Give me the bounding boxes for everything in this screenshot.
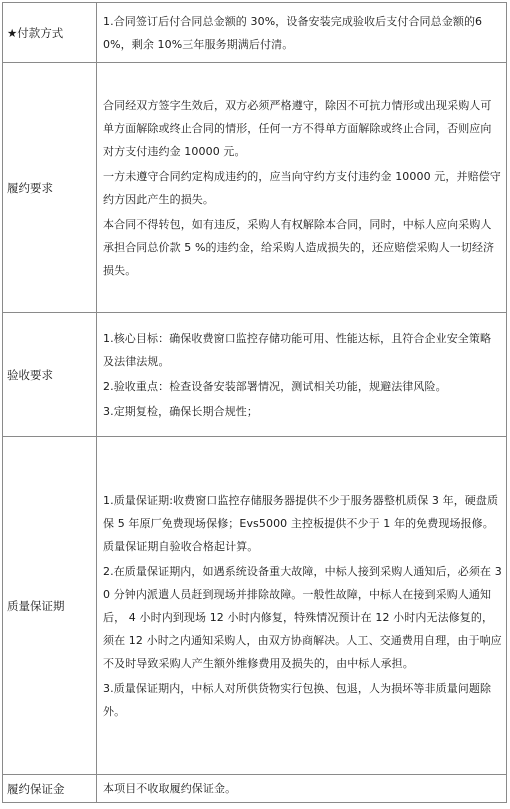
row-label-acceptance: 验收要求 — [3, 313, 97, 437]
table-row-acceptance — [3, 313, 507, 437]
warranty-paragraph-2: 2.在质量保证期内，如遇系统设备重大故障，中标人接到采购人通知后，必须在 30 分钟内派遣人员赶到现场并排除故障。一般性故障，中标人在接到采购人通知后， 4 小时内到现场 12 小时内修复，特殊情况预计在 12 小时内无法修复的，须在 12 小时之内通知采购人，由双方协商解决。人工、交通费用自理，由于响应不及时导致采购人产生额外维修费用及损失的，由中标人承担。 — [103, 564, 502, 670]
acceptance-paragraph-2: 2.验收重点：检查设备安装部署情况，测试相关功能，规避法律风险。 — [103, 379, 447, 393]
table-row-performance-bond — [3, 775, 507, 803]
table-row-warranty — [3, 437, 507, 775]
warranty-paragraph-1: 1.质量保证期:收费窗口监控存储服务器提供不少于服务器整机质保 3 年，硬盘质保 5 年原厂免费现场保修；Evs5000 主控板提供不少于 1 年的免费现场报修。质量保证期自验收合格起计算。 — [103, 493, 499, 553]
row-content-warranty — [97, 437, 507, 775]
row-content-payment — [97, 3, 507, 63]
row-content-performance — [97, 63, 507, 313]
row-label-payment: ★付款方式 — [3, 3, 97, 63]
acceptance-paragraph-1: 1.核心目标：确保收费窗口监控存储功能可用、性能达标，且符合企业安全策略及法律法规。 — [103, 331, 492, 368]
performance-paragraph-3: 本合同不得转包，如有违反，采购人有权解除本合同，同时，中标人应向采购人承担合同总价款 5 %的违约金，给采购人造成损失的，还应赔偿采购人一切经济损失。 — [103, 217, 495, 277]
table-row-performance — [3, 63, 507, 313]
performance-paragraph-2: 一方未遵守合同约定构成违约的，应当向守约方支付违约金 10000 元，并赔偿守约方因此产生的损失。 — [103, 169, 501, 206]
acceptance-paragraph-3: 3.定期复检，确保长期合规性； — [103, 404, 258, 418]
row-content-performance-bond — [97, 775, 507, 803]
contract-terms-table — [2, 2, 507, 803]
row-content-acceptance — [97, 313, 507, 437]
performance-paragraph-1: 合同经双方签字生效后，双方必须严格遵守，除因不可抗力情形或出现采购人可单方面解除或终止合同的情形，任何一方不得单方面解除或终止合同，否则应向对方支付违约金 10000 元。 — [103, 98, 492, 158]
row-label-performance-bond: 履约保证金 — [3, 775, 97, 803]
table-row-payment — [3, 3, 507, 63]
row-label-performance: 履约要求 — [3, 63, 97, 313]
warranty-paragraph-3: 3.质量保证期内，中标人对所供货物实行包换、包退，人为损坏等非质量问题除外。 — [103, 681, 492, 718]
row-label-warranty: 质量保证期 — [3, 437, 97, 775]
performance-bond-paragraph-1: 本项目不收取履约保证金。 — [103, 782, 237, 795]
payment-paragraph-1: 1.合同签订后付合同总金额的 30%，设备安装完成验收后支付合同总金额的60%，剩余 10%三年服务期满后付清。 — [103, 14, 483, 51]
